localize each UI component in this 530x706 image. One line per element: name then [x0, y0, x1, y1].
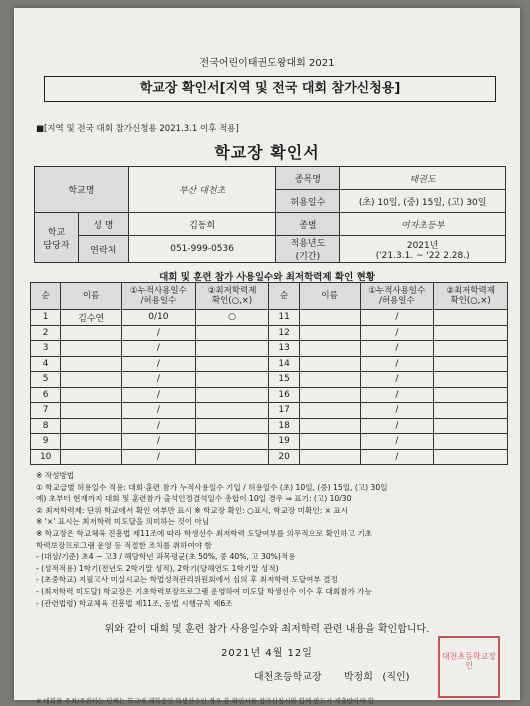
- row-days: /: [122, 449, 196, 465]
- note-line: - (최저학력 미도달) 학교장은 기초학력보장프로그램 운영하여 미도달 학생선수 이수 후 대회참가 가능: [36, 586, 372, 596]
- period-year: 2021년: [406, 240, 439, 251]
- table-row: [31, 403, 508, 419]
- row-check: [195, 418, 269, 434]
- row-no: 17: [269, 403, 299, 419]
- row-check: [195, 372, 269, 388]
- row-days: /: [360, 325, 434, 341]
- table-row: [31, 449, 508, 465]
- row-no: 6: [31, 387, 61, 403]
- row-check: [195, 403, 269, 419]
- table-body: [31, 310, 508, 465]
- manager-label-1: 학교: [47, 227, 66, 238]
- period-label-2: (기간): [295, 252, 321, 262]
- note-line: - (초중학교) 지필고사 미실시교는 학업성적관리위원회에서 심의 후 최저학력 도달여부 결정: [36, 575, 338, 585]
- row-check: [434, 403, 508, 419]
- document-title-box: [44, 76, 496, 102]
- row-no: 8: [31, 418, 61, 434]
- row-check: [195, 341, 269, 357]
- row-days: /: [360, 403, 434, 419]
- row-name: [299, 387, 360, 403]
- header-days-right: [360, 283, 434, 310]
- row-no: 4: [31, 356, 61, 372]
- row-check: [434, 372, 508, 388]
- row-name: [61, 434, 122, 450]
- row-name: [299, 434, 360, 450]
- row-name: [61, 325, 122, 341]
- event-label: 종목명: [276, 167, 340, 190]
- note-line: - (관련법령) 학교체육 진흥법 제11조, 동법 시행규칙 제6조: [36, 598, 233, 608]
- row-no: 12: [269, 325, 299, 341]
- row-no: 2: [31, 325, 61, 341]
- table-row: [31, 387, 508, 403]
- row-no: 11: [269, 310, 299, 326]
- row-check: [434, 418, 508, 434]
- note-line: ① 학교급별 허용일수 적용: 대회·훈련 참가 누적사용일수 기입 / 허용일수 (초) 10일, (중) 15일, (고) 30일: [36, 482, 388, 492]
- row-name: [61, 387, 122, 403]
- note-line: ※ 작성방법: [36, 471, 75, 480]
- row-days: /: [122, 403, 196, 419]
- row-days: /: [122, 325, 196, 341]
- row-no: 15: [269, 372, 299, 388]
- header-name-right: 이름: [299, 283, 360, 310]
- row-name: [299, 403, 360, 419]
- note-line: 학력보장프로그램 운영 등 적절한 조치를 취하여야 함: [36, 540, 212, 550]
- table-row: [31, 310, 508, 326]
- row-check: [434, 434, 508, 450]
- participation-table: [30, 282, 508, 465]
- row-name: [61, 403, 122, 419]
- issue-date: 2021년 4월 12일: [221, 648, 313, 659]
- header-check-1: ②최저학력제: [446, 286, 495, 296]
- row-check: [195, 387, 269, 403]
- row-name: 김수연: [61, 310, 122, 326]
- header-check-2: 확인(○,×): [211, 296, 253, 306]
- row-name: [299, 356, 360, 372]
- allow-value: (초) 10일, (중) 15일, (고) 30일: [340, 190, 506, 213]
- allow-label: 허용일수: [276, 190, 340, 213]
- row-no: 7: [31, 403, 61, 419]
- note-line: 예) 초부터 현재까지 대회 및 훈련참가 출석인정결석일수 총합이 10일 경우 ⇒ 표기: (고) 10/30: [36, 494, 352, 504]
- note-line: ※ 학교장은 학교체육 진흥법 제11조에 따라 학생선수 최저학력 도달여부를 의무적으로 확인하고 기초: [36, 528, 372, 538]
- header-days-1: ①누적사용일수: [368, 286, 426, 296]
- row-name: [299, 449, 360, 465]
- table-row: [31, 418, 508, 434]
- row-days: /: [122, 356, 196, 372]
- row-days: /: [122, 387, 196, 403]
- organizer-line: 전국어린이태권도왕대회 2021: [199, 58, 335, 69]
- row-days: /: [360, 356, 434, 372]
- row-check: [434, 310, 508, 326]
- note-line: - (성적적용) 1학기(전년도 2학기말 성적), 2학기(당해연도 1학기말 성적): [36, 563, 279, 573]
- row-check: [434, 325, 508, 341]
- manager-label-2: 담당자: [43, 240, 70, 251]
- manager-label: [35, 213, 79, 263]
- header-no-right: 순: [269, 283, 299, 310]
- note-line: ② 최저학력제: 단위 학교에서 확인 여부만 표시 ※ 학교장 확인: ○표시, 학교장 미확인: × 표시: [36, 505, 349, 515]
- notes-block: [36, 470, 506, 609]
- row-no: 5: [31, 372, 61, 388]
- division-value: 여자초등부: [340, 213, 506, 236]
- row-check: [195, 325, 269, 341]
- header-days-left: [122, 283, 196, 310]
- stamp-lettering: 대천초등학교장인: [441, 652, 497, 670]
- signature-line: [254, 668, 410, 683]
- official-seal-stamp: [438, 636, 500, 698]
- header-days-2: /허용일수: [140, 296, 177, 306]
- row-name: [61, 356, 122, 372]
- header-no-left: 순: [31, 283, 61, 310]
- row-check: [434, 449, 508, 465]
- row-name: [299, 418, 360, 434]
- note-line: - (대상/기준) 초4 ~ 고3 / 해당학년 과목평균(초 50%, 중 40%, 고 30%)적용: [36, 552, 296, 562]
- header-days-1: ①누적사용일수: [129, 286, 187, 296]
- row-days: /: [360, 418, 434, 434]
- header-check-left: [195, 283, 269, 310]
- main-title: 학교장 확인서: [214, 143, 320, 162]
- period-label: [276, 236, 340, 263]
- row-no: 9: [31, 434, 61, 450]
- row-no: 18: [269, 418, 299, 434]
- row-no: 3: [31, 341, 61, 357]
- period-value: [340, 236, 506, 263]
- header-check-right: [434, 283, 508, 310]
- row-no: 20: [269, 449, 299, 465]
- row-name: [299, 310, 360, 326]
- table-row: [31, 372, 508, 388]
- form-reference: ■[지역 및 전국 대회 참가신청용 2021.3.1 이후 적용]: [36, 124, 239, 134]
- row-name: [61, 372, 122, 388]
- row-days: /: [122, 341, 196, 357]
- document-page: [14, 8, 520, 705]
- row-days: /: [122, 418, 196, 434]
- contact-value: 051-999-0536: [128, 236, 276, 263]
- header-check-2: 확인(○,×): [450, 296, 491, 306]
- header-name-left: 이름: [61, 283, 122, 310]
- row-check: [195, 434, 269, 450]
- row-check: [195, 449, 269, 465]
- footnote: ※ 대회를 주최/주관하는 단체는 학교에 재학중인 학생선수인 경우 본 확인서를 참가신청서와 함께 반드시 제출받아야 함: [36, 697, 374, 705]
- signer-name: 박정희: [343, 672, 373, 683]
- row-no: 1: [31, 310, 61, 326]
- school-value: 부산 대천초: [128, 167, 276, 213]
- row-check: [434, 387, 508, 403]
- period-label-1: 적용년도: [290, 239, 326, 249]
- row-days: 0/10: [122, 310, 196, 326]
- table-row: [31, 341, 508, 357]
- contact-label: 연락처: [78, 236, 128, 263]
- row-name: [61, 341, 122, 357]
- table-row: [31, 356, 508, 372]
- row-days: /: [360, 310, 434, 326]
- row-no: 19: [269, 434, 299, 450]
- signer-seal: (직인): [382, 672, 410, 683]
- confirm-statement: 위와 같이 대회 및 훈련 참가 사용일수와 최저학력 관련 내용을 확인합니다.: [104, 624, 430, 635]
- row-no: 13: [269, 341, 299, 357]
- table-row: [31, 325, 508, 341]
- header-days-2: /허용일수: [378, 296, 415, 306]
- row-days: /: [360, 449, 434, 465]
- row-check: [434, 341, 508, 357]
- table-title: 대회 및 훈련 참가 사용일수와 최저학력제 확인 현황: [159, 272, 375, 283]
- name-value: 김동희: [128, 213, 276, 236]
- row-days: /: [122, 372, 196, 388]
- document-title: 학교장 확인서[지역 및 전국 대회 참가신청용]: [139, 81, 401, 96]
- school-label: 학교명: [35, 167, 129, 213]
- row-days: /: [360, 372, 434, 388]
- row-name: [299, 341, 360, 357]
- note-line: ※ '×' 표시는 최저학력 미도달을 의미하는 것이 아님: [36, 517, 210, 527]
- info-table: [34, 166, 506, 263]
- division-label: 종별: [276, 213, 340, 236]
- table-row: [31, 434, 508, 450]
- header-check-1: ②최저학력제: [207, 286, 257, 296]
- row-name: [299, 372, 360, 388]
- row-days: /: [360, 434, 434, 450]
- name-label: 성 명: [78, 213, 128, 236]
- row-name: [61, 449, 122, 465]
- signer-school: 대천초등학교장: [254, 672, 322, 683]
- row-check: ○: [195, 310, 269, 326]
- row-no: 16: [269, 387, 299, 403]
- row-check: [434, 356, 508, 372]
- row-days: /: [360, 341, 434, 357]
- row-days: /: [122, 434, 196, 450]
- row-check: [195, 356, 269, 372]
- row-no: 14: [269, 356, 299, 372]
- period-range: ('21.3.1. ~ '22 2.28.): [375, 250, 470, 261]
- row-days: /: [360, 387, 434, 403]
- event-value: 태권도: [340, 167, 506, 190]
- row-name: [61, 418, 122, 434]
- row-name: [299, 325, 360, 341]
- row-no: 10: [31, 449, 61, 465]
